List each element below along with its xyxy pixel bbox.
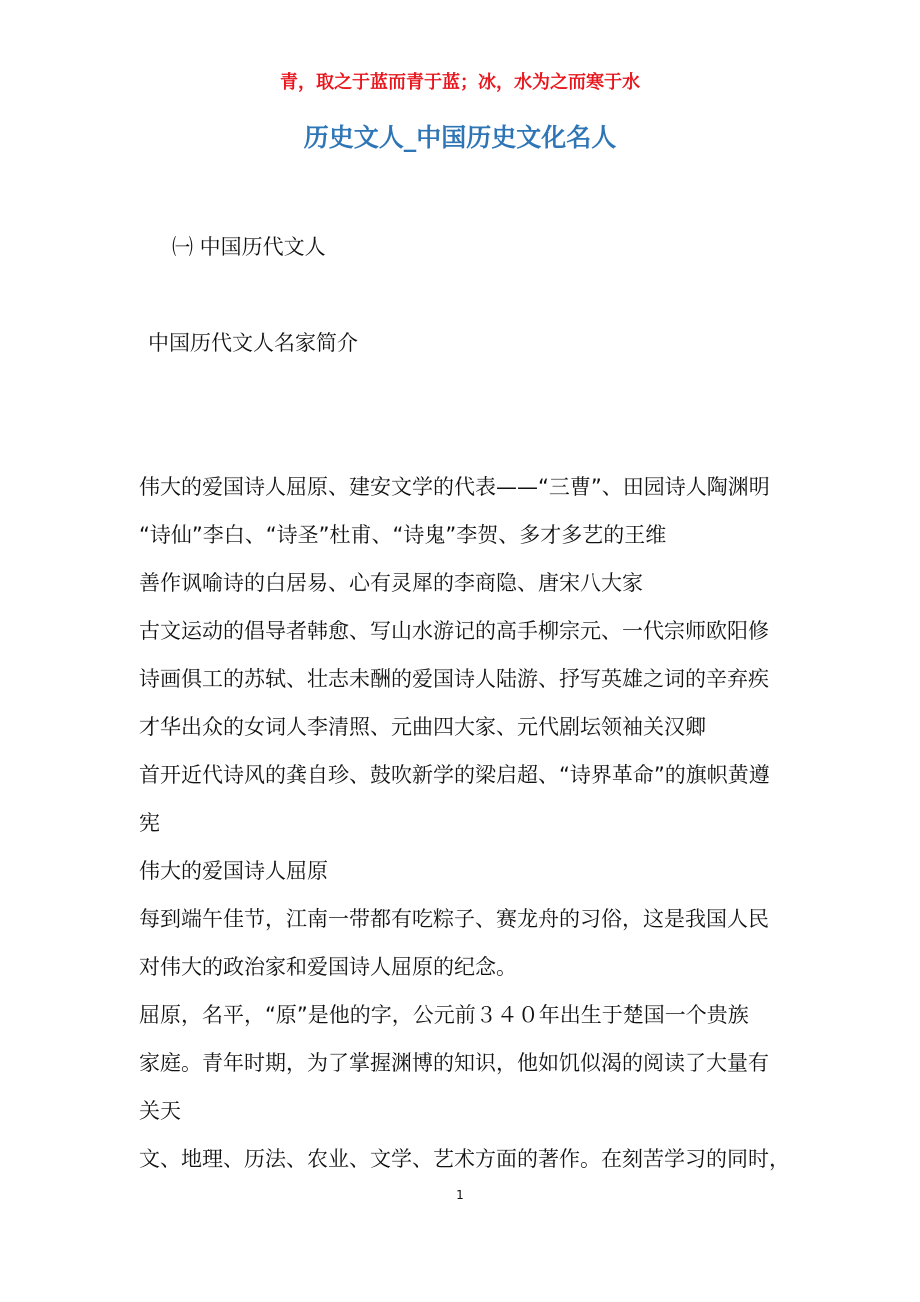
text-line: 古文运动的倡导者韩愈、写山水游记的高手柳宗元、一代宗师欧阳修: [139, 619, 769, 643]
text-line: 善作讽喻诗的白居易、心有灵犀的李商隐、唐宋八大家: [139, 571, 643, 595]
text-line: 首开近代诗风的龚自珍、鼓吹新学的梁启超、“诗界革命”的旗帜黄遵: [139, 763, 770, 787]
text-line: 伟大的爱国诗人屈原、建安文学的代表——“三曹”、田园诗人陶渊明: [139, 475, 770, 499]
body-text: [139, 468, 799, 1188]
text-line: 屈原，名平，“原”是他的字，公元前３４０年出生于楚国一个贵族: [139, 1003, 749, 1027]
text-line: 诗画俱工的苏轼、壮志未酬的爱国诗人陆游、抒写英雄之词的辛弃疾: [139, 667, 769, 691]
text-line: 关天: [139, 1099, 181, 1123]
document-title: 历史文人_中国历史文化名人: [303, 123, 617, 152]
text-line: 每到端午佳节，江南一带都有吃粽子、赛龙舟的习俗，这是我国人民: [139, 907, 769, 931]
text-line: 家庭。青年时期，为了掌握渊博的知识，他如饥似渴的阅读了大量有: [139, 1051, 769, 1075]
text-line: “诗仙”李白、“诗圣”杜甫、“诗鬼”李贺、多才多艺的王维: [139, 523, 667, 547]
page-number: 1: [456, 1188, 464, 1202]
text-line: 文、地理、历法、农业、文学、艺术方面的著作。在刻苦学习的同时，: [139, 1147, 790, 1171]
text-line: 对伟大的政治家和爱国诗人屈原的纪念。: [139, 955, 517, 979]
text-line: 宪: [139, 811, 160, 835]
text-line: 才华出众的女词人李清照、元曲四大家、元代剧坛领袖关汉卿: [139, 715, 706, 739]
subheading: 中国历代文人名家简介: [148, 331, 358, 355]
text-line: 伟大的爱国诗人屈原: [139, 859, 328, 883]
section-heading: ㈠ 中国历代文人: [172, 235, 326, 259]
motto-header: 青，取之于蓝而青于蓝；冰，水为之而寒于水: [280, 72, 640, 93]
